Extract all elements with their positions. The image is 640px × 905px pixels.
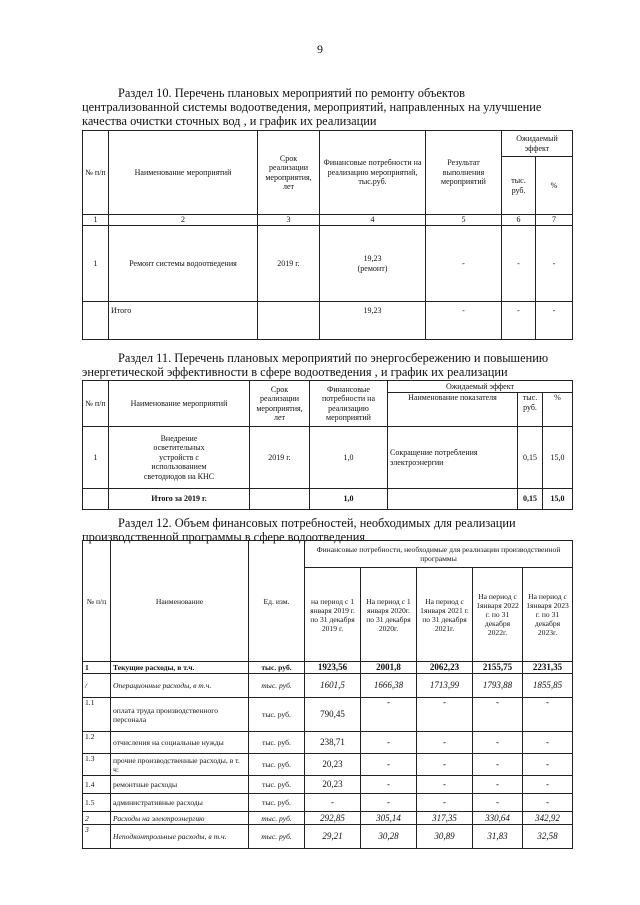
header-num: № п/п [83, 381, 109, 427]
row-value: 1793,88 [473, 674, 523, 698]
row-unit: тыс. руб. [249, 776, 305, 794]
row-abs: 0,15 [518, 427, 543, 489]
header-result: Результат выполнения мероприятий [426, 131, 502, 215]
section12-table [82, 540, 573, 849]
row-value: 31,83 [473, 825, 523, 849]
row-num: 1.5 [83, 794, 111, 812]
row-value: - [417, 776, 473, 794]
section10-heading-line3: качества очистки сточных вод , и график их реализации [82, 114, 377, 128]
header-finance: Финансовые потребности на реализацию мероприятий, тыс.руб. [320, 131, 426, 215]
header-period: на период с 1 января 2019 г. по 31 декабря 2019 г. [305, 568, 361, 662]
total-num [83, 302, 109, 340]
table-row [83, 732, 573, 754]
total-num [83, 489, 109, 510]
section10-heading-line2: централизованной системы водоотведения, мероприятий, направленных на улучшение [82, 100, 542, 114]
total-finance: 19,23 [320, 302, 426, 340]
row-value: 1601,5 [305, 674, 361, 698]
section11-heading-line1: Раздел 11. Перечень плановых мероприятий по энергосбережению и повышению [118, 351, 549, 365]
section10-table [82, 130, 573, 340]
row-finance-value: 19,23 [363, 254, 382, 263]
header-name: Наименование мероприятий [109, 381, 250, 427]
total-pct: 15,0 [543, 489, 573, 510]
table-row [83, 776, 573, 794]
row-unit: тыс. руб. [249, 662, 305, 674]
row-unit: тыс. руб. [249, 825, 305, 849]
row-value: - [523, 794, 573, 812]
header-effect: Ожидаемый эффект [502, 131, 573, 157]
row-unit: тыс. руб. [249, 732, 305, 754]
table-row [83, 825, 573, 849]
row-num: 3 [83, 825, 111, 849]
row-result: - [426, 226, 502, 302]
row-value: - [417, 754, 473, 776]
row-value: 790,45 [305, 698, 361, 732]
header-period: На период с 1января 2023 г. по 31 декабря 2023г. [523, 568, 573, 662]
row-value: 317,35 [417, 812, 473, 825]
row-unit: тыс. руб. [249, 674, 305, 698]
row-name: Неподконтрольные расходы, в т.ч. [111, 825, 249, 849]
header-name: Наименование [111, 541, 249, 662]
row-value: - [361, 698, 417, 732]
row-pct: - [536, 226, 573, 302]
row-value: - [473, 732, 523, 754]
row-name: Внедрение осветительных устройств с использованием светодиодов на КНС [109, 427, 250, 489]
table-row [83, 427, 573, 489]
header-effect: Ожидаемый эффект [388, 381, 573, 393]
header-name: Наименование мероприятий [109, 131, 258, 215]
col-number: 5 [426, 215, 502, 226]
row-value: 342,92 [523, 812, 573, 825]
header-period: На период с 1января 2022 г. по 31 декабря 2022г. [473, 568, 523, 662]
row-value: 1666,38 [361, 674, 417, 698]
header-finance: Финансовые потребности на реализацию мероприятий [310, 381, 388, 427]
row-value: - [417, 794, 473, 812]
row-value: - [361, 732, 417, 754]
total-finance: 1,0 [310, 489, 388, 510]
total-label: Итого [109, 302, 258, 340]
table-row [83, 226, 573, 302]
row-num: 1.4 [83, 776, 111, 794]
total-term [250, 489, 310, 510]
row-name: прочие производственные расходы, в т. ч: [111, 754, 249, 776]
table-row [83, 812, 573, 825]
header-pct: % [543, 393, 573, 427]
header-period: На период с 1января 2021 г. по 31 декабря 2021г. [417, 568, 473, 662]
row-value: - [305, 794, 361, 812]
row-name: Операционные расходы, в т.ч. [111, 674, 249, 698]
row-value: - [361, 794, 417, 812]
col-number: 2 [109, 215, 258, 226]
total-abs: - [502, 302, 536, 340]
row-name: Текущие расходы, в т.ч. [111, 662, 249, 674]
row-term: 2019 г. [250, 427, 310, 489]
row-value: 1713,99 [417, 674, 473, 698]
row-finance [320, 226, 426, 302]
section11-heading [82, 351, 570, 379]
row-value: - [417, 732, 473, 754]
row-term: 2019 г. [258, 226, 320, 302]
row-value: 330,64 [473, 812, 523, 825]
row-name: Расходы на электроэнергию [111, 812, 249, 825]
row-value: 2001,8 [361, 662, 417, 674]
row-value: 20,23 [305, 754, 361, 776]
row-value: 30,89 [417, 825, 473, 849]
row-num: 1.3 [83, 754, 111, 776]
total-abs: 0,15 [518, 489, 543, 510]
page-number: 9 [317, 42, 323, 56]
row-value: - [523, 776, 573, 794]
row-value: 30,28 [361, 825, 417, 849]
table-row [83, 662, 573, 674]
header-num: № п/п [83, 131, 109, 215]
row-num: 1.1 [83, 698, 111, 732]
row-unit: тыс. руб. [249, 698, 305, 732]
section12-heading-line1: Раздел 12. Объем финансовых потребностей, необходимых для реализации [118, 516, 516, 530]
header-term: Срок реализации мероприятия, лет [258, 131, 320, 215]
row-value: - [417, 698, 473, 732]
header-term: Срок реализации мероприятия, лет [250, 381, 310, 427]
row-value: - [523, 698, 573, 732]
col-number: 7 [536, 215, 573, 226]
row-value: - [473, 794, 523, 812]
section11-heading-line2: энергетической эффективности в сфере водоотведения , и график их реализации [82, 365, 508, 379]
col-number: 4 [320, 215, 426, 226]
section11-table [82, 380, 573, 510]
header-abs: тыс. руб. [518, 393, 543, 427]
header-indicator: Наименование показателя [388, 393, 518, 427]
total-indicator [388, 489, 518, 510]
col-number: 6 [502, 215, 536, 226]
row-value: 29,21 [305, 825, 361, 849]
row-value: 2155,75 [473, 662, 523, 674]
row-unit: тыс. руб. [249, 812, 305, 825]
col-number: 3 [258, 215, 320, 226]
row-unit: тыс. руб. [249, 794, 305, 812]
row-value: 2231,35 [523, 662, 573, 674]
row-unit: тыс. руб. [249, 754, 305, 776]
row-value: - [473, 754, 523, 776]
row-value: 2062,23 [417, 662, 473, 674]
section12-heading-line2: производственной программы в сфере водоотведения [82, 530, 366, 544]
total-label: Итого за 2019 г. [109, 489, 250, 510]
header-num: № п/п [83, 541, 111, 662]
row-num: 1 [83, 427, 109, 489]
row-value: - [361, 754, 417, 776]
row-abs: - [502, 226, 536, 302]
row-value: 305,14 [361, 812, 417, 825]
row-value: - [473, 698, 523, 732]
row-pct: 15,0 [543, 427, 573, 489]
section10-heading [82, 86, 570, 128]
table-row [83, 698, 573, 732]
section10-heading-line1: Раздел 10. Перечень плановых мероприятий по ремонту объектов [118, 86, 466, 100]
row-value: - [473, 776, 523, 794]
row-finance-note: (ремонт) [357, 263, 388, 273]
row-indicator: Сокращение потребления электроэнергии [388, 427, 518, 489]
total-row [83, 302, 573, 340]
row-value: - [523, 732, 573, 754]
row-name: Ремонт системы водоотведения [109, 226, 258, 302]
row-num: 1 [83, 226, 109, 302]
row-name: административные расходы [111, 794, 249, 812]
header-period: На период с 1 января 2020г. по 31 декабря 2020г. [361, 568, 417, 662]
table-row [83, 794, 573, 812]
row-num: 2 [83, 812, 111, 825]
row-value: - [523, 754, 573, 776]
col-number: 1 [83, 215, 109, 226]
row-name: ремонтные расходы [111, 776, 249, 794]
row-value: 32,58 [523, 825, 573, 849]
total-term [258, 302, 320, 340]
header-unit: Ед. изм. [249, 541, 305, 662]
row-num: 1 [83, 662, 111, 674]
row-value: 20,23 [305, 776, 361, 794]
row-value: 238,71 [305, 732, 361, 754]
row-value: - [361, 776, 417, 794]
row-name: оплата труда производственного персонала [111, 698, 249, 732]
table-row [83, 674, 573, 698]
row-value: 1855,85 [523, 674, 573, 698]
row-finance: 1,0 [310, 427, 388, 489]
header-finance-group: Финансовые потребности, необходимые для реализации производственной программы [305, 541, 573, 568]
row-name: отчисления на социальные нужды [111, 732, 249, 754]
total-pct: - [536, 302, 573, 340]
header-effect-abs: тыс. руб. [502, 157, 536, 215]
header-effect-pct: % [536, 157, 573, 215]
total-row [83, 489, 573, 510]
row-value: 1923,56 [305, 662, 361, 674]
row-num: 1.2 [83, 732, 111, 754]
table-row [83, 754, 573, 776]
row-value: 292,85 [305, 812, 361, 825]
row-num: / [83, 674, 111, 698]
total-result: - [426, 302, 502, 340]
